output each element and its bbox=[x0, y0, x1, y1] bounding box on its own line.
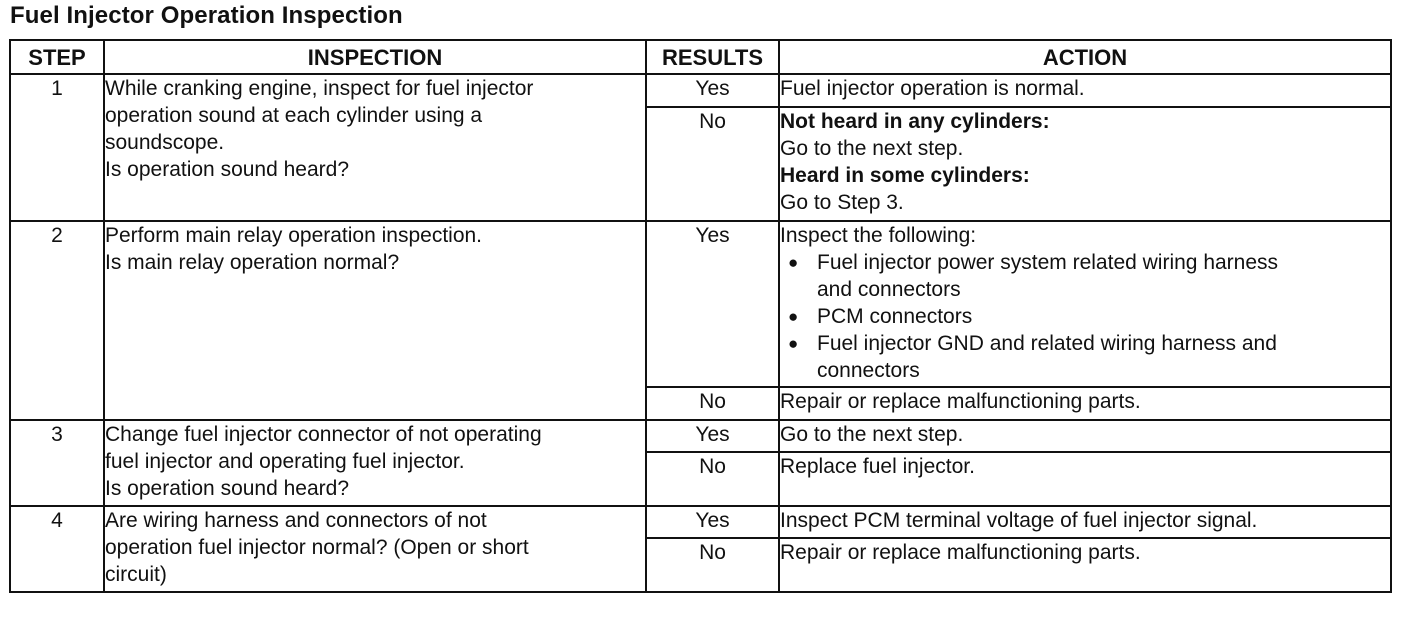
step-number: 3 bbox=[10, 420, 104, 506]
step-number: 2 bbox=[10, 221, 104, 420]
table-row bbox=[10, 221, 1391, 387]
action-text: Repair or replace malfunctioning parts. bbox=[780, 541, 1141, 564]
inspection-text: Is main relay operation normal? bbox=[105, 251, 400, 274]
inspection-text: circuit) bbox=[105, 563, 167, 586]
action-heading: Not heard in any cylinders: bbox=[780, 110, 1050, 133]
table-row bbox=[10, 420, 1391, 452]
bullet-text: and connectors bbox=[817, 278, 961, 301]
action-cell bbox=[779, 506, 1391, 538]
list-item bbox=[780, 330, 1390, 384]
action-cell bbox=[779, 221, 1391, 387]
action-text: Fuel injector operation is normal. bbox=[780, 77, 1085, 100]
action-text: Go to Step 3. bbox=[780, 191, 904, 214]
result-yes: Yes bbox=[646, 74, 779, 107]
action-text: Repair or replace malfunctioning parts. bbox=[780, 390, 1141, 413]
action-cell bbox=[779, 74, 1391, 107]
table-row bbox=[10, 506, 1391, 538]
bullet-icon: ● bbox=[788, 334, 799, 353]
bullet-icon: ● bbox=[788, 307, 799, 326]
inspection-text: Are wiring harness and connectors of not bbox=[105, 509, 487, 532]
action-text: Inspect the following: bbox=[780, 224, 977, 247]
header-action: ACTION bbox=[779, 40, 1391, 74]
bullet-icon: ● bbox=[788, 253, 799, 272]
result-no: No bbox=[646, 387, 779, 420]
list-item bbox=[780, 303, 1390, 330]
inspection-text: soundscope. bbox=[105, 131, 225, 154]
table-row bbox=[10, 74, 1391, 107]
result-no: No bbox=[646, 452, 779, 506]
inspection-text: While cranking engine, inspect for fuel injector bbox=[105, 77, 534, 100]
step-number: 4 bbox=[10, 506, 104, 592]
inspection-table bbox=[9, 39, 1392, 593]
list-item bbox=[780, 249, 1390, 303]
inspection-cell bbox=[104, 74, 646, 221]
inspection-cell bbox=[104, 506, 646, 592]
action-cell bbox=[779, 538, 1391, 592]
header-results: RESULTS bbox=[646, 40, 779, 74]
action-cell bbox=[779, 107, 1391, 221]
inspection-cell bbox=[104, 221, 646, 420]
action-text: Go to the next step. bbox=[780, 423, 964, 446]
bullet-text: Fuel injector power system related wiring harness bbox=[817, 251, 1279, 274]
bullet-text: PCM connectors bbox=[817, 305, 973, 328]
action-text: Go to the next step. bbox=[780, 137, 964, 160]
bullet-text: connectors bbox=[817, 359, 920, 382]
action-cell bbox=[779, 452, 1391, 506]
inspection-text: operation sound at each cylinder using a bbox=[105, 104, 483, 127]
header-inspection: INSPECTION bbox=[104, 40, 646, 74]
result-yes: Yes bbox=[646, 420, 779, 452]
page-title: Fuel Injector Operation Inspection bbox=[10, 2, 403, 29]
inspection-text: Perform main relay operation inspection. bbox=[105, 224, 483, 247]
action-cell bbox=[779, 420, 1391, 452]
inspection-text: operation fuel injector normal? (Open or short bbox=[105, 536, 529, 559]
inspection-text: Is operation sound heard? bbox=[105, 477, 350, 500]
result-yes: Yes bbox=[646, 506, 779, 538]
result-no: No bbox=[646, 107, 779, 221]
header-row bbox=[10, 40, 1391, 74]
action-heading: Heard in some cylinders: bbox=[780, 164, 1030, 187]
bullet-list bbox=[780, 249, 1390, 384]
inspection-text: Is operation sound heard? bbox=[105, 158, 350, 181]
inspection-cell bbox=[104, 420, 646, 506]
inspection-text: fuel injector and operating fuel injector. bbox=[105, 450, 465, 473]
bullet-text: Fuel injector GND and related wiring harness and bbox=[817, 332, 1277, 355]
action-text: Replace fuel injector. bbox=[780, 455, 975, 478]
header-step: STEP bbox=[10, 40, 104, 74]
result-yes: Yes bbox=[646, 221, 779, 387]
action-text: Inspect PCM terminal voltage of fuel injector signal. bbox=[780, 509, 1258, 532]
result-no: No bbox=[646, 538, 779, 592]
inspection-text: Change fuel injector connector of not operating bbox=[105, 423, 542, 446]
step-number: 1 bbox=[10, 74, 104, 221]
action-cell bbox=[779, 387, 1391, 420]
